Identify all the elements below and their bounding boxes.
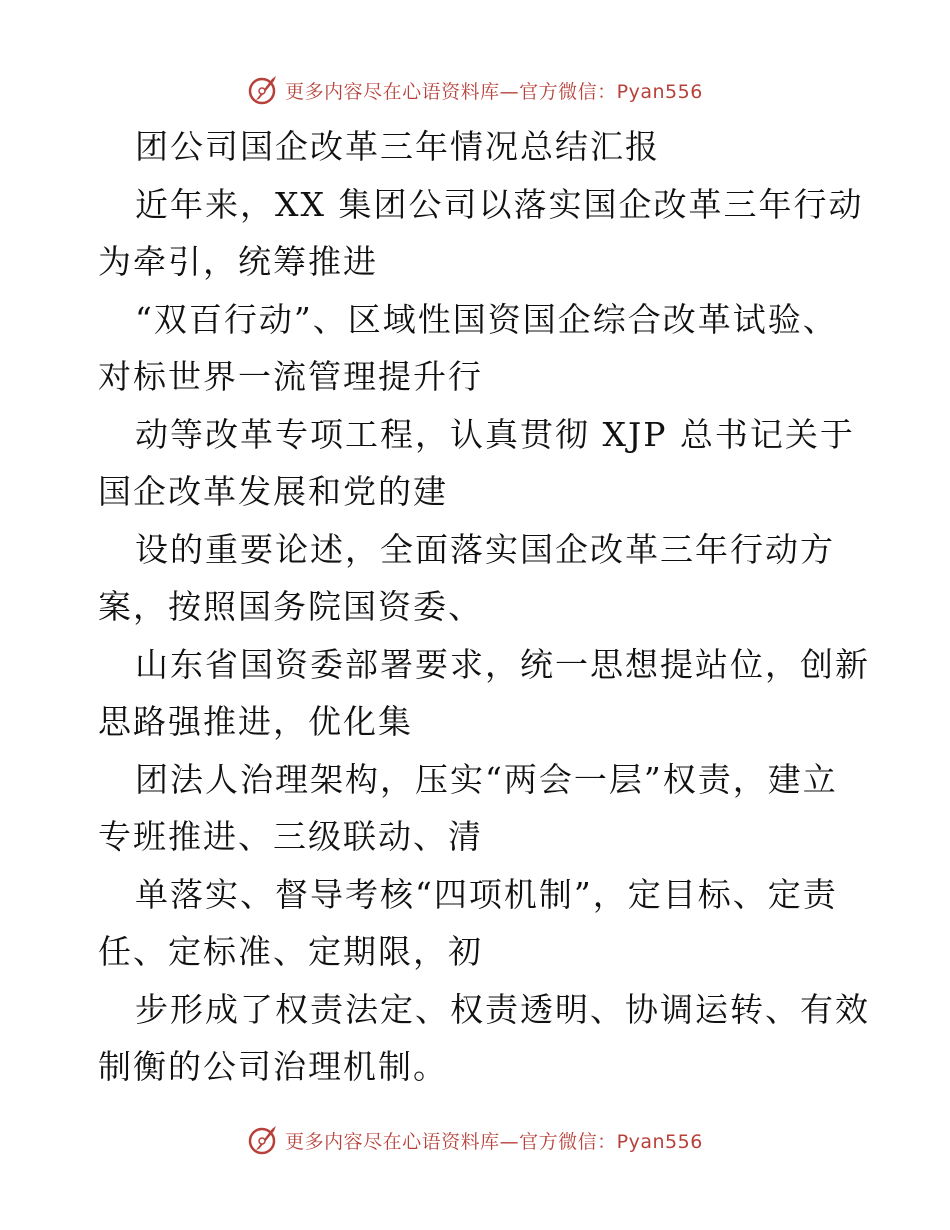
paragraph-line: 动等改革专项工程，认真贯彻 XJP 总书记关于 (135, 414, 855, 454)
paragraph-line: 团法人治理架构，压实“两会一层”权责，建立 (135, 759, 838, 799)
quill-pen-icon (247, 73, 281, 107)
paragraph-line: 设的重要论述，全面落实国企改革三年行动方 (135, 529, 835, 569)
paragraph-line: “双百行动”、区域性国资国企综合改革试验、 (135, 299, 838, 339)
watermark-text: 更多内容尽在心语资料库—官方微信：Pyan556 (285, 1130, 703, 1153)
document-title: 团公司国企改革三年情况总结汇报 (135, 127, 660, 166)
paragraph-line: 近年来，XX 集团公司以落实国企改革三年行动 (135, 184, 864, 224)
paragraph-line: 思路强推进，优化集 (98, 702, 413, 741)
paragraph-line: 对标世界一流管理提升行 (98, 357, 483, 396)
paragraph-line: 制衡的公司治理机制。 (98, 1047, 448, 1086)
quill-pen-icon (247, 1123, 281, 1157)
watermark-header (0, 70, 950, 110)
paragraph-line: 步形成了权责法定、权责透明、协调运转、有效 (135, 989, 870, 1029)
paragraph-line: 任、定标准、定期限，初 (98, 932, 483, 971)
paragraph-line: 单落实、督导考核“四项机制”，定目标、定责 (135, 874, 838, 914)
paragraph-line: 专班推进、三级联动、清 (98, 817, 483, 856)
document-body (98, 118, 870, 1096)
watermark-footer (0, 1120, 950, 1160)
watermark-text: 更多内容尽在心语资料库—官方微信：Pyan556 (285, 80, 703, 103)
paragraph-line: 案，按照国务院国资委、 (98, 587, 483, 626)
paragraph-line: 为牵引，统筹推进 (98, 242, 378, 281)
paragraph-line: 山东省国资委部署要求，统一思想提站位，创新 (135, 644, 870, 684)
paragraph-line: 国企改革发展和党的建 (98, 472, 448, 511)
